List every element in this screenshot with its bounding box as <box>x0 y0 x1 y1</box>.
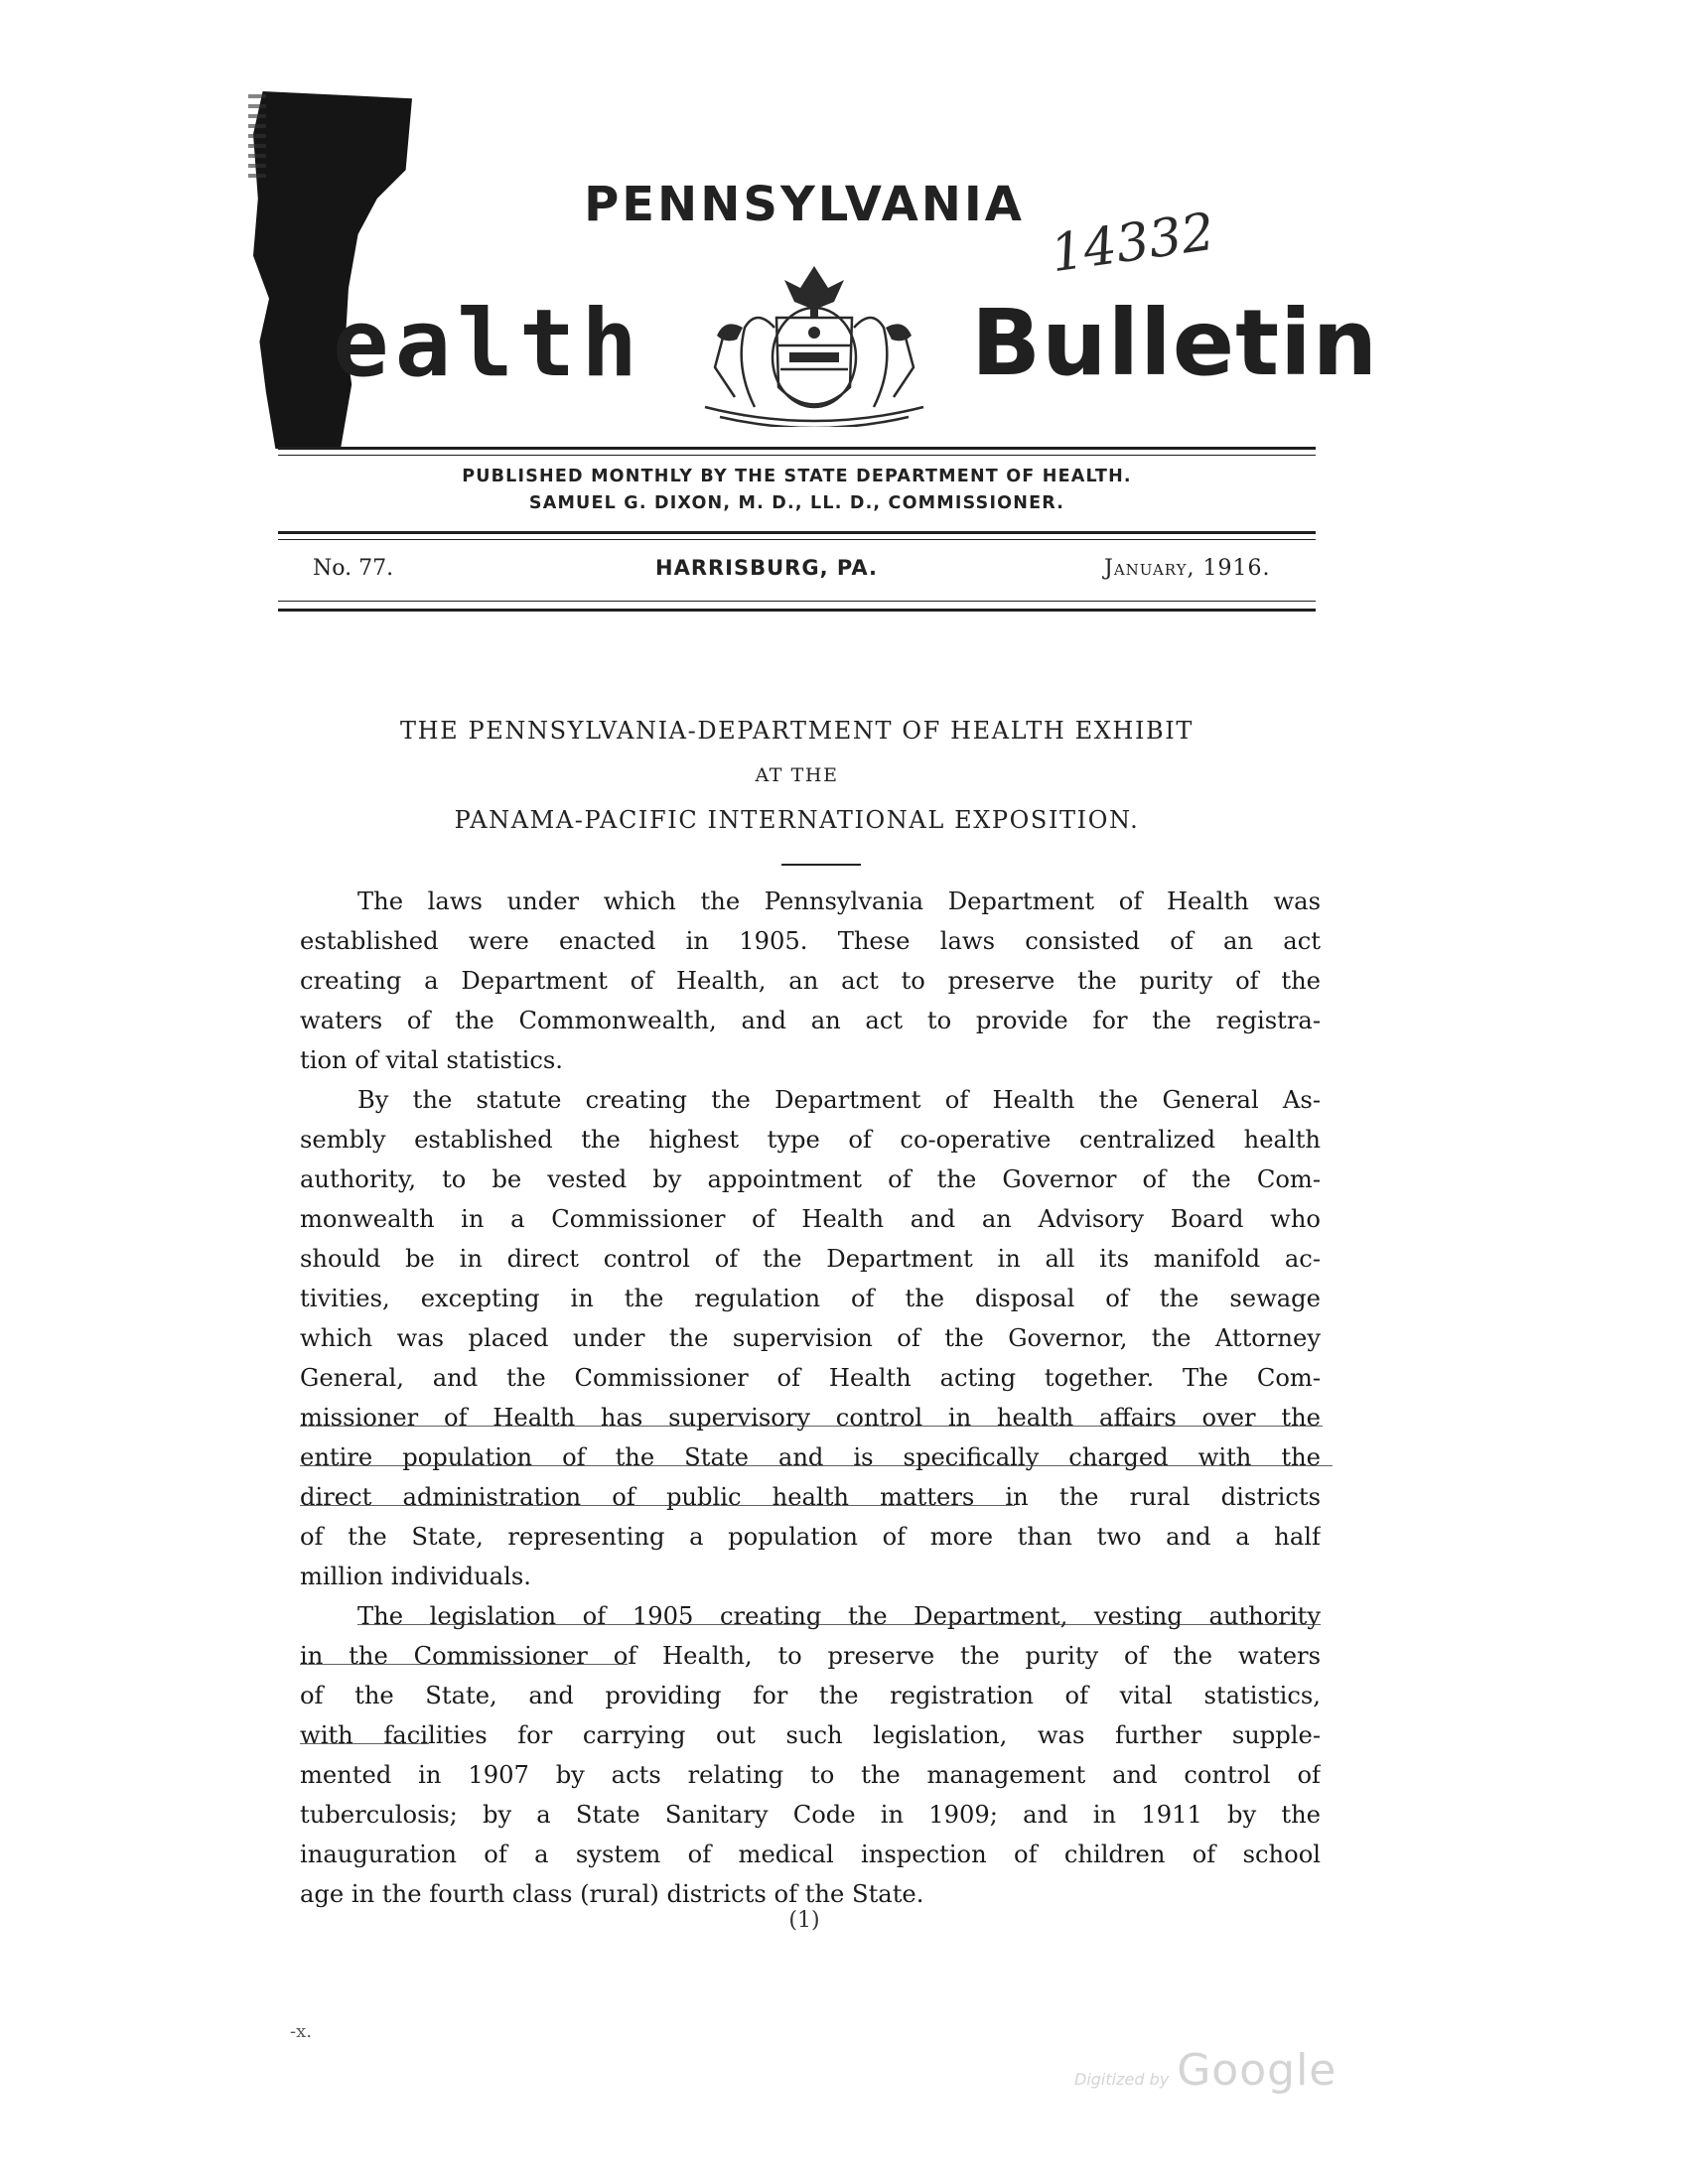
body-line: direct administration of public health matters in the rural districts <box>300 1483 1321 1511</box>
digitized-brand: Google <box>1177 2045 1337 2096</box>
publisher-line: PUBLISHED MONTHLY BY THE STATE DEPARTMENT OF HEALTH. <box>462 467 1132 486</box>
body-line: of the State, and providing for the registration of vital statistics, <box>300 1682 1321 1709</box>
issue-rule-bottom <box>278 609 1316 612</box>
body-line: The laws under which the Pennsylvania Department of Health was <box>357 887 1321 915</box>
pen-underline <box>357 1624 1321 1625</box>
handwritten-number: 14332 <box>1047 202 1218 285</box>
body-line: monwealth in a Commissioner of Health and an Advisory Board who <box>300 1205 1321 1233</box>
article-heading-exposition: PANAMA-PACIFIC INTERNATIONAL EXPOSITION. <box>454 806 1140 834</box>
body-line: By the statute creating the Department of Health the General As- <box>357 1086 1321 1114</box>
page-number: (1) <box>788 1908 820 1933</box>
body-line: which was placed under the supervision of the Governor, the Attorney <box>300 1324 1321 1352</box>
article-subheading: AT THE <box>755 764 839 786</box>
body-line: inauguration of a system of medical inspection of children of school <box>300 1841 1321 1868</box>
body-line: tuberculosis; by a State Sanitary Code in 1909; and in 1911 by the <box>300 1801 1321 1829</box>
masthead-title-left: ealth <box>333 290 643 398</box>
issue-rule-top-thin <box>278 539 1316 540</box>
masthead-state: PENNSYLVANIA <box>584 177 1025 232</box>
pen-underline <box>300 1664 628 1665</box>
body-line: established were enacted in 1905. These laws consisted of an act <box>300 927 1321 955</box>
body-line: mented in 1907 by acts relating to the management and control of <box>300 1761 1321 1789</box>
pen-underline <box>300 1743 429 1744</box>
margin-mark: -x. <box>290 2021 312 2042</box>
body-line: should be in direct control of the Department in all its manifold ac- <box>300 1245 1321 1273</box>
issue-location: HARRISBURG, PA. <box>655 556 878 580</box>
body-line: missioner of Health has supervisory control in health affairs over the <box>300 1404 1321 1432</box>
digitized-label: Digitized by <box>1074 2070 1170 2089</box>
body-line: age in the fourth class (rural) districts of the State. <box>300 1880 924 1908</box>
pen-underline <box>300 1505 1015 1506</box>
digitized-watermark <box>1074 2045 1336 2096</box>
body-line: in the Commissioner of Health, to preserve the purity of the waters <box>300 1642 1321 1670</box>
masthead-rule-thin <box>278 455 1316 456</box>
body-line: creating a Department of Health, an act to preserve the purity of the <box>300 967 1321 995</box>
issue-rule-bottom-thin <box>278 601 1316 602</box>
issue-rule-top <box>278 531 1316 534</box>
body-line: The legislation of 1905 creating the Department, vesting authority <box>357 1602 1321 1630</box>
body-line: tivities, excepting in the regulation of the disposal of the sewage <box>300 1285 1321 1312</box>
pen-underline <box>300 1465 1333 1466</box>
body-line: tion of vital statistics. <box>300 1046 563 1074</box>
commissioner-line: SAMUEL G. DIXON, M. D., LL. D., COMMISSIONER. <box>528 493 1065 513</box>
ink-speckles <box>248 94 266 184</box>
article-heading: THE PENNSYLVANIA-DEPARTMENT OF HEALTH EXHIBIT <box>400 717 1194 745</box>
masthead-rule <box>278 447 1316 450</box>
body-line: sembly established the highest type of co-operative centralized health <box>300 1126 1321 1154</box>
masthead-title-right: Bulletin <box>971 290 1379 396</box>
pennsylvania-seal-icon <box>665 258 963 427</box>
body-line: with facilities for carrying out such legislation, was further supple- <box>300 1721 1321 1749</box>
body-line: General, and the Commissioner of Health acting together. The Com- <box>300 1364 1321 1392</box>
body-line: entire population of the State and is specifically charged with the <box>300 1443 1321 1471</box>
body-line: waters of the Commonwealth, and an act to provide for the registra- <box>300 1007 1321 1034</box>
heading-divider <box>781 864 861 866</box>
issue-date: January, 1916. <box>1104 556 1271 581</box>
body-line: of the State, representing a population of more than two and a half <box>300 1523 1321 1551</box>
body-line: million individuals. <box>300 1563 531 1590</box>
issue-number: No. 77. <box>313 556 394 581</box>
pen-underline <box>300 1426 1323 1427</box>
body-line: authority, to be vested by appointment of the Governor of the Com- <box>300 1165 1321 1193</box>
